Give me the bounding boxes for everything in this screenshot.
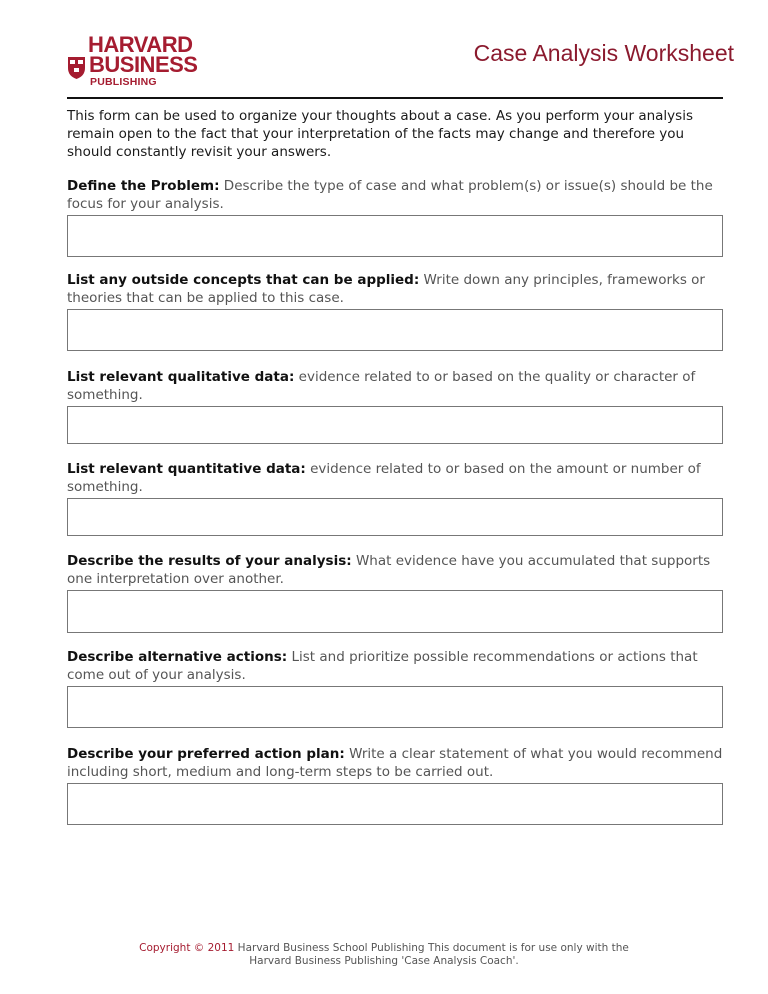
answer-box-outside-concepts[interactable] (67, 309, 723, 351)
section-prompt (67, 271, 727, 307)
section-label: List relevant quantitative data: (67, 461, 306, 477)
section-alternative-actions (67, 648, 727, 728)
section-prompt (67, 368, 727, 404)
section-description: Write down any principles, frameworks or theories that can be applied to this case. (67, 272, 705, 306)
section-description: List and prioritize possible recommendations or actions that come out of your analysis. (67, 649, 698, 683)
section-prompt (67, 552, 727, 588)
answer-box-preferred-action-plan[interactable] (67, 783, 723, 825)
footer-text: Harvard Business School Publishing This document is for use only with the (237, 942, 629, 954)
footer-line-2: Harvard Business Publishing 'Case Analysis Coach'. (249, 955, 519, 967)
section-qualitative-data (67, 368, 727, 444)
logo-line-business: BUSINESS (89, 52, 198, 77)
section-define-problem (67, 177, 727, 257)
footer-copyright (0, 942, 768, 968)
section-description: What evidence have you accumulated that supports one interpretation over another. (67, 553, 711, 587)
section-prompt (67, 745, 727, 781)
harvard-shield-icon (67, 56, 86, 80)
logo-line-publishing: PUBLISHING (90, 76, 157, 88)
harvard-business-publishing-logo (67, 34, 217, 90)
section-prompt (67, 460, 727, 496)
section-label: List relevant qualitative data: (67, 369, 295, 385)
intro-paragraph: This form can be used to organize your thoughts about a case. As you perform your analysis remain open to the fact that your interpretation of the facts may change and therefore you should constantly revisit your answers. (67, 108, 693, 160)
section-prompt (67, 177, 727, 213)
section-prompt (67, 648, 727, 684)
section-description: Describe the type of case and what problem(s) or issue(s) should be the focus for your analysis. (67, 178, 713, 212)
answer-box-quantitative-data[interactable] (67, 498, 723, 536)
footer-line-1 (0, 942, 768, 955)
section-description: evidence related to or based on the amount or number of something. (67, 461, 701, 495)
answer-box-qualitative-data[interactable] (67, 406, 723, 444)
logo-line-harvard: HARVARD (88, 32, 193, 57)
section-analysis-results (67, 552, 727, 633)
section-label: Describe the results of your analysis: (67, 553, 352, 569)
section-label: Describe alternative actions: (67, 649, 288, 665)
section-label: Describe your preferred action plan: (67, 746, 345, 762)
copyright-notice: Copyright © 2011 (139, 942, 235, 954)
header-divider (67, 97, 723, 99)
section-description: Write a clear statement of what you would recommend including short, medium and long-term steps to be carried out. (67, 746, 723, 780)
section-quantitative-data (67, 460, 727, 536)
answer-box-alternative-actions[interactable] (67, 686, 723, 728)
section-label: List any outside concepts that can be applied: (67, 272, 420, 288)
section-preferred-action-plan (67, 745, 727, 825)
section-label: Define the Problem: (67, 178, 220, 194)
answer-box-define-problem[interactable] (67, 215, 723, 257)
section-description: evidence related to or based on the quality or character of something. (67, 369, 696, 403)
answer-box-analysis-results[interactable] (67, 590, 723, 633)
worksheet-title: Case Analysis Worksheet (473, 40, 734, 66)
section-outside-concepts (67, 271, 727, 351)
